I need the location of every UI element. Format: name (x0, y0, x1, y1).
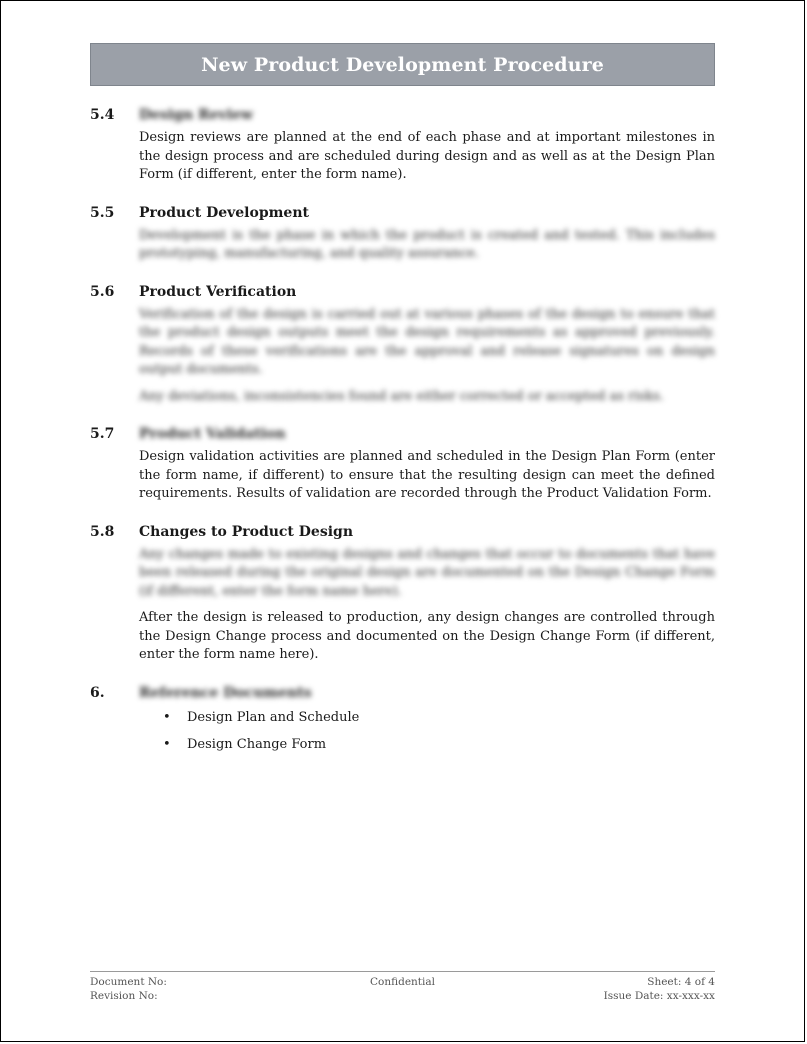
bullet-icon: • (163, 736, 171, 752)
section-title: Product Verification (139, 283, 297, 300)
list-item-text: Design Plan and Schedule (187, 709, 360, 725)
list-item (139, 709, 715, 727)
sheet-number: Sheet: 4 of 4 (647, 976, 715, 988)
section-heading (90, 420, 715, 448)
section-paragraph: Verification of the design is carried out at various phases of the design to ensure that the product design outputs meet the design requirements as approved previously. Records of these verifications are the approval and release signatures on design output documents. (139, 306, 715, 377)
section-number: 5.7 (90, 426, 115, 442)
document-number-label: Document No: (90, 976, 167, 988)
section-title: Changes to Product Design (139, 523, 353, 540)
section-heading (90, 199, 715, 227)
section-paragraph: Any deviations, inconsistencies found are either corrected or accepted as risks. (139, 388, 664, 404)
section-title: Reference Documents (139, 684, 312, 701)
section-paragraph: Development is the phase in which the product is created and tested. This includes prototyping, manufacturing, and quality assurance. (139, 227, 715, 261)
reference-list (139, 709, 715, 754)
document-body (90, 101, 715, 763)
section-number: 6. (90, 684, 105, 701)
bullet-icon: • (163, 709, 171, 725)
section-number: 5.4 (90, 107, 115, 123)
section-heading (90, 518, 715, 546)
footer-row (90, 975, 715, 989)
section-paragraph: After the design is released to production, any design changes are controlled through the Design Change process and documented on the Design Change Form (if different, enter the form name here). (139, 610, 715, 662)
section-5-5 (90, 199, 715, 264)
section-number: 5.6 (90, 283, 115, 300)
confidential-label: Confidential (369, 976, 435, 988)
section-heading (90, 101, 715, 129)
section-heading (90, 278, 715, 306)
section-6 (90, 679, 715, 754)
section-paragraph: Design reviews are planned at the end of each phase and at important milestones in the design process and are scheduled during design and as well as at the Design Plan Form (if different, enter the form name). (139, 130, 715, 182)
list-item-text: Design Change Form (187, 736, 327, 752)
header-banner (90, 43, 715, 86)
section-paragraph: Any changes made to existing designs and changes that occur to documents that have been released during the original design are documented on the Design Change Form (if different, enter the form name here). (139, 546, 715, 599)
list-item (139, 736, 715, 754)
section-heading (90, 679, 715, 707)
section-5-7 (90, 420, 715, 504)
section-5-6 (90, 278, 715, 407)
section-paragraph: Design validation activities are planned and scheduled in the Design Plan Form (enter the form name, if different) to ensure that the resulting design can meet the defined requirements. Results of validation are recorded through the Product Validation Form. (139, 449, 715, 501)
page-title: New Product Development Procedure (201, 53, 604, 76)
footer-row (90, 989, 715, 1003)
section-title: Design Review (139, 107, 254, 123)
section-title: Product Validation (139, 426, 286, 442)
revision-number-label: Revision No: (90, 990, 158, 1002)
section-5-4 (90, 101, 715, 185)
section-number: 5.5 (90, 204, 115, 221)
section-5-8 (90, 518, 715, 665)
section-title: Product Development (139, 204, 309, 221)
issue-date: Issue Date: xx-xxx-xx (603, 990, 715, 1002)
section-number: 5.8 (90, 523, 115, 540)
page-footer (90, 971, 715, 1003)
